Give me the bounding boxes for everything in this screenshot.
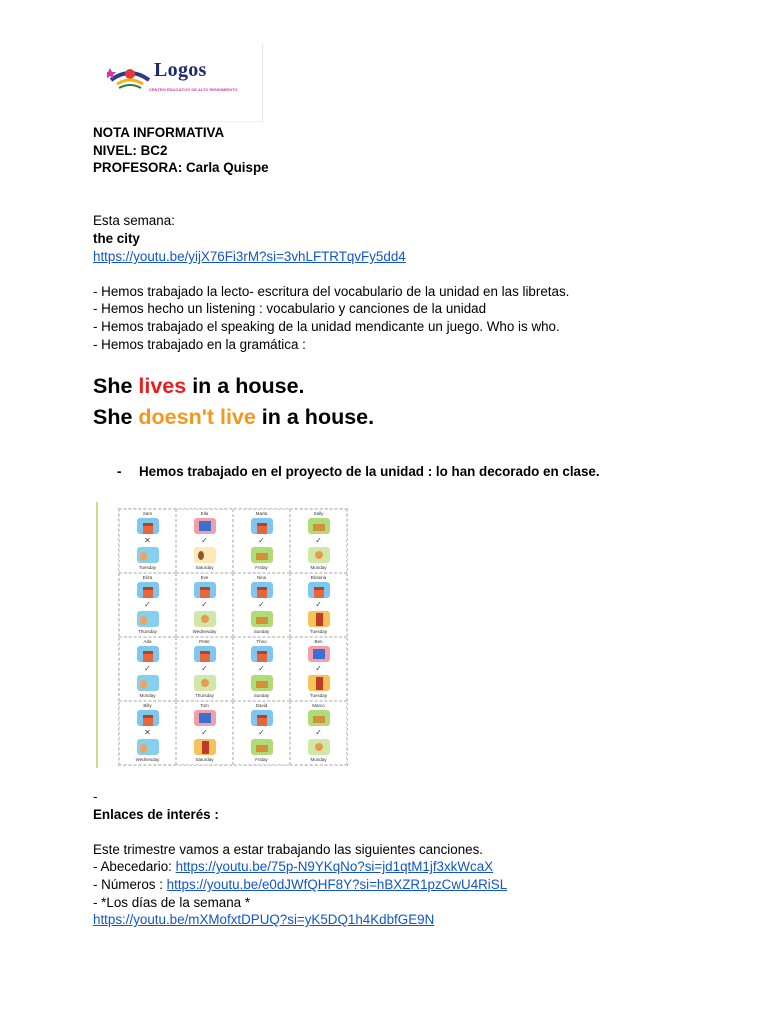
semana-label: Esta semana: [93, 213, 175, 228]
abecedario-link[interactable]: https://youtu.be/75p-N9YKqNo?si=jd1qtM1jf3xkWcaX [175, 859, 494, 874]
farm-icon [308, 710, 330, 726]
grammar-affirmative-post: in a house. [186, 374, 305, 398]
grid-cell [176, 701, 233, 765]
field-icon [194, 611, 216, 627]
grid-cell [119, 509, 176, 573]
cell-name: Sally [313, 511, 324, 516]
grammar-affirmative-pre: She [93, 374, 139, 398]
cell-name: Marco [312, 703, 325, 708]
grid-cell [233, 701, 290, 765]
profesora-line: PROFESORA: Carla Quispe [93, 160, 269, 175]
cell-name: Ada [143, 639, 152, 644]
cell-name: Brianna [310, 575, 327, 580]
cell-day: Saturday [195, 565, 214, 570]
project-bullet: - [117, 464, 122, 479]
farm-icon [251, 739, 273, 755]
work-item: - Hemos trabajado el speaking de la unidad mendicante un juego. Who is who. [93, 319, 560, 334]
grid-cell [119, 701, 176, 765]
house-icon [137, 646, 159, 662]
cell-day: Tuesday [309, 629, 328, 634]
house-icon [308, 582, 330, 598]
semana-topic: the city [93, 231, 140, 246]
nivel-line: NIVEL: BC2 [93, 143, 168, 158]
farm-icon [251, 675, 273, 691]
flat-icon [194, 710, 216, 726]
work-item: - Hemos hecho un listening : vocabulario y canciones de la unidad [93, 301, 487, 316]
cell-name: Sam [142, 511, 153, 516]
abecedario-label: - Abecedario: [93, 859, 176, 874]
flat-icon [308, 646, 330, 662]
cell-name: David [255, 703, 268, 708]
house-icon [251, 646, 273, 662]
cell-name: Ben [314, 639, 323, 644]
house-icon [137, 710, 159, 726]
boy-icon [137, 739, 159, 755]
house-icon [137, 518, 159, 534]
cell-day: Saturday [195, 757, 214, 762]
cell-day: Monday [139, 693, 156, 698]
grid-cell [290, 509, 347, 573]
grid-cell [233, 637, 290, 701]
house-icon [194, 582, 216, 598]
cell-day: Friday [255, 757, 268, 762]
farm-icon [251, 547, 273, 563]
numeros-line [93, 876, 507, 894]
project-image [96, 502, 348, 768]
cell-day: Tuesday [138, 565, 157, 570]
work-item: - Hemos trabajado en la gramática : [93, 337, 306, 352]
cell-mark: ✓ [201, 728, 208, 737]
door-icon [308, 611, 330, 627]
house-icon [251, 582, 273, 598]
house-icon [137, 582, 159, 598]
cell-name: Theo [256, 639, 267, 644]
cell-day: Monday [310, 565, 327, 570]
logo [93, 44, 263, 122]
boy-icon [137, 675, 159, 691]
cell-name: Tom [200, 703, 209, 708]
door-icon [194, 739, 216, 755]
grid-cell [119, 637, 176, 701]
project-text: Hemos trabajado en el proyecto de la unidad : lo han decorado en clase. [139, 464, 600, 479]
grid-cell [290, 701, 347, 765]
enlaces-title: Enlaces de interés : [93, 807, 219, 822]
cell-mark: ✓ [258, 664, 265, 673]
cell-mark: ✓ [315, 664, 322, 673]
cell-mark: ✓ [201, 600, 208, 609]
logo-name: Logos [154, 59, 207, 81]
cell-mark: ✓ [144, 664, 151, 673]
farm-icon [251, 611, 273, 627]
grammar-negative-post: in a house. [255, 405, 375, 429]
field-icon [308, 547, 330, 563]
dias-label: - *Los días de la semana * [93, 895, 251, 910]
grid-cell [119, 573, 176, 637]
grammar-affirmative-verb: lives [138, 374, 187, 398]
work-item: - Hemos trabajado la lecto- escritura del vocabulario de la unidad en las libretas. [93, 284, 570, 299]
cell-day: Friday [255, 565, 268, 570]
grammar-negative-pre: She [93, 405, 139, 429]
dias-link[interactable]: https://youtu.be/mXMofxtDPUQ?si=yK5DQ1h4KdbfGE9N [93, 912, 435, 927]
grid-cell [176, 509, 233, 573]
grid-cell [176, 573, 233, 637]
cell-day: Sunday [253, 693, 270, 698]
logo-tagline: CENTRO EDUCATIVO DE ALTO RENDIMIENTO [149, 87, 238, 92]
logo-emblem-icon [107, 62, 153, 92]
cell-name: Marta [255, 511, 268, 516]
cell-mark: ✓ [201, 664, 208, 673]
cell-mark: ✕ [144, 728, 151, 737]
cell-name: Billy [143, 703, 152, 708]
grid-cell [290, 637, 347, 701]
cell-mark: ✓ [201, 536, 208, 545]
cell-mark: ✕ [144, 536, 151, 545]
cell-mark: ✓ [315, 600, 322, 609]
cell-day: Tuesday [309, 693, 328, 698]
numeros-link[interactable]: https://youtu.be/e0dJWfQHF8Y?si=hBXZR1pzCwU4RiSL [166, 877, 508, 892]
cell-name: Nina [256, 575, 267, 580]
boy-icon [137, 547, 159, 563]
house-icon [194, 646, 216, 662]
grid-cell [233, 509, 290, 573]
field-icon [308, 739, 330, 755]
cell-day: Wednesday [192, 629, 217, 634]
enlaces-intro: Este trimestre vamos a estar trabajando las siguientes canciones. [93, 842, 484, 857]
cell-mark: ✓ [144, 600, 151, 609]
cell-day: Monday [310, 757, 327, 762]
grammar-negative [93, 403, 374, 431]
grid-cell [233, 573, 290, 637]
house-icon [251, 710, 273, 726]
cell-day: Wednesday [135, 757, 160, 762]
abecedario-line [93, 858, 493, 876]
flat-icon [194, 518, 216, 534]
semana-video-link[interactable]: https://youtu.be/yijX76Fi3rM?si=3vhLFTRTqvFy5dd4 [93, 249, 406, 264]
cell-name: Ella [200, 511, 209, 516]
grid-cell [176, 637, 233, 701]
farm-icon [308, 518, 330, 534]
numeros-label: - Números : [93, 877, 167, 892]
cell-mark: ✓ [258, 600, 265, 609]
nota-title: NOTA INFORMATIVA [93, 125, 225, 140]
cell-name: Eve [200, 575, 209, 580]
separator-dash: - [93, 789, 98, 804]
grammar-affirmative [93, 372, 305, 400]
who-is-who-grid [118, 508, 348, 766]
field-icon [194, 675, 216, 691]
girl-icon [194, 547, 216, 563]
cell-day: Thursday [195, 693, 214, 698]
cell-mark: ✓ [315, 536, 322, 545]
cell-name: Peter [199, 639, 210, 644]
cell-mark: ✓ [315, 728, 322, 737]
house-icon [251, 518, 273, 534]
cell-mark: ✓ [258, 536, 265, 545]
cell-mark: ✓ [258, 728, 265, 737]
cell-name: Eliza [142, 575, 153, 580]
grammar-negative-verb: doesn't live [138, 405, 256, 429]
boy-icon [137, 611, 159, 627]
cell-day: Thursday [138, 629, 157, 634]
door-icon [308, 675, 330, 691]
cell-day: Sunday [253, 629, 270, 634]
grid-cell [290, 573, 347, 637]
